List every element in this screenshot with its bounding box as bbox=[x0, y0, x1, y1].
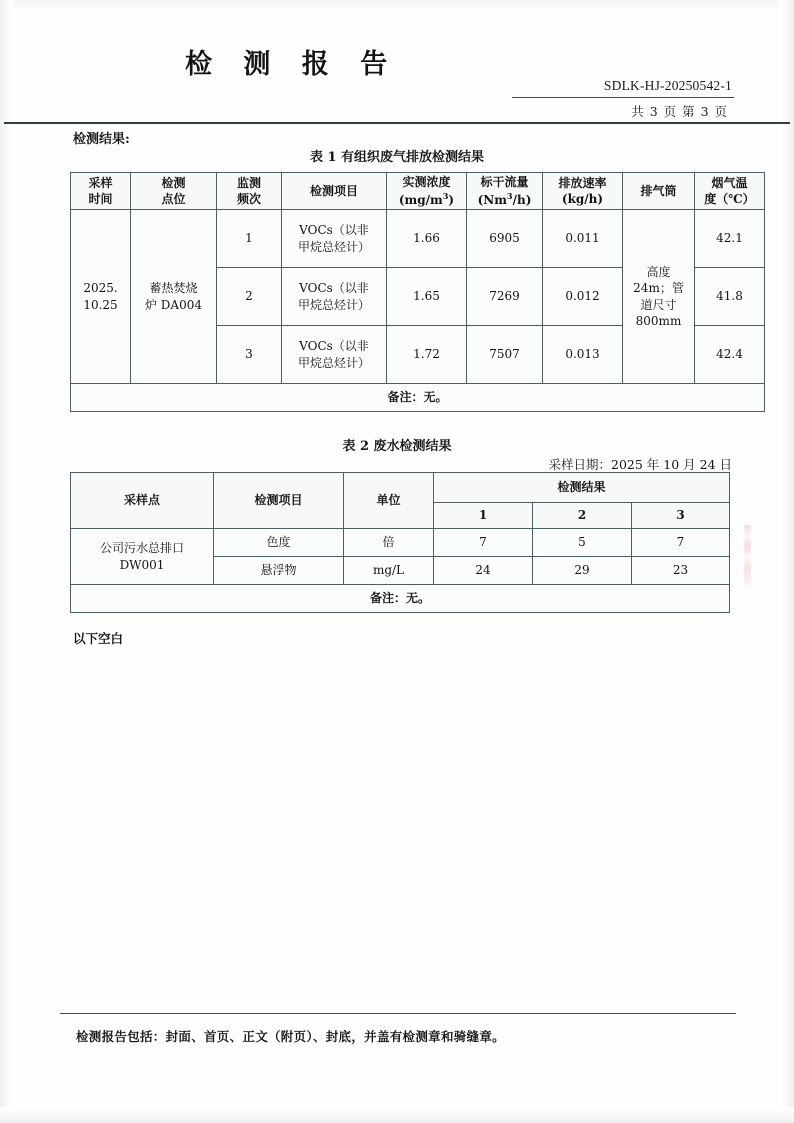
th-concentration-unit: $(mg/m^3)$ bbox=[398, 190, 455, 207]
header-divider bbox=[4, 122, 790, 124]
td-wastewater-r2: 5 bbox=[533, 529, 632, 557]
th-frequency-line2: 频次 bbox=[236, 192, 261, 207]
td-wastewater-item: 悬浮物 bbox=[214, 557, 344, 585]
td-wastewater-item: 色度 bbox=[214, 529, 344, 557]
td-frequency: 2 bbox=[217, 268, 282, 326]
table1-remark-row bbox=[71, 384, 765, 412]
td-stack-spec bbox=[623, 210, 695, 384]
th-sampling-point-line2: 点位 bbox=[161, 192, 186, 207]
page-count: 共 3 页 第 3 页 bbox=[631, 104, 728, 119]
th-wastewater-unit: 单位 bbox=[344, 473, 434, 529]
sampling-point-line1: 蓄热焚烧 bbox=[149, 281, 198, 296]
test-item-line1: VOCs（以非 bbox=[299, 281, 369, 296]
td-concentration: 1.65 bbox=[387, 268, 467, 326]
td-standard-flow: 7507 bbox=[467, 326, 543, 384]
th-frequency bbox=[217, 173, 282, 210]
page-edge-right-shadow bbox=[778, 0, 794, 1123]
blank-below-note: 以下空白 bbox=[73, 631, 124, 646]
th-sampling-point bbox=[131, 173, 217, 210]
stack-spec-line2: 24m；管 bbox=[633, 281, 684, 296]
th-test-item: 检测项目 bbox=[282, 173, 387, 210]
report-number-underline bbox=[512, 97, 734, 98]
stack-spec-line3: 道尺寸 bbox=[640, 297, 677, 312]
td-standard-flow: 7269 bbox=[467, 268, 543, 326]
td-wastewater-r2: 29 bbox=[533, 557, 632, 585]
th-concentration-line1: 实测浓度 bbox=[402, 175, 451, 189]
th-sampling-time-line1: 采样 bbox=[88, 175, 113, 190]
wastewater-point-line1: 公司污水总排口 bbox=[99, 540, 184, 555]
table2-header-row-1 bbox=[71, 473, 730, 503]
table1-caption: 表 1 有组织废气排放检测结果 bbox=[309, 150, 485, 165]
table2-caption: 表 2 废水检测结果 bbox=[342, 439, 452, 454]
td-wastewater-point bbox=[71, 529, 214, 585]
sampling-time-line2: 10.25 bbox=[83, 297, 118, 312]
th-emission-rate bbox=[543, 173, 623, 210]
footer-note: 检测报告包括：封面、首页、正文（附页）、封底，并盖有检测章和骑缝章。 bbox=[76, 1029, 505, 1044]
th-sampling-time-line2: 时间 bbox=[88, 192, 113, 207]
td-test-item bbox=[282, 210, 387, 268]
th-wastewater-point: 采样点 bbox=[71, 473, 214, 529]
th-gas-temperature-line1: 烟气温 bbox=[711, 175, 748, 190]
th-emission-rate-line1: 排放速率 bbox=[558, 175, 607, 190]
table2-sample-date: 采样日期：2025 年 10 月 24 日 bbox=[548, 457, 732, 472]
th-result-1: 1 bbox=[434, 503, 533, 529]
page-title: 检 测 报 告 bbox=[185, 49, 399, 80]
wastewater-point-line2: DW001 bbox=[119, 557, 165, 572]
td-wastewater-r3: 23 bbox=[632, 557, 730, 585]
table1-remark: 备注：无。 bbox=[71, 384, 765, 412]
results-section-label: 检测结果: bbox=[73, 132, 130, 147]
td-frequency: 1 bbox=[217, 210, 282, 268]
td-gas-temperature: 42.1 bbox=[695, 210, 765, 268]
td-emission-rate: 0.012 bbox=[543, 268, 623, 326]
test-item-line1: VOCs（以非 bbox=[299, 339, 369, 354]
page-edge-top-shadow bbox=[0, 0, 794, 12]
test-item-line2: 甲烷总烃计） bbox=[297, 355, 370, 370]
test-item-line2: 甲烷总烃计） bbox=[297, 239, 370, 254]
table2-remark: 备注：无。 bbox=[71, 585, 730, 613]
report-number: SDLK-HJ-20250542-1 bbox=[603, 78, 732, 93]
td-frequency: 3 bbox=[217, 326, 282, 384]
th-emission-rate-line2: (kg/h) bbox=[561, 192, 604, 207]
td-wastewater-r1: 24 bbox=[434, 557, 533, 585]
table-row bbox=[71, 529, 730, 557]
seal-stamp-smudge bbox=[744, 525, 751, 587]
wastewater-results-table bbox=[70, 472, 730, 613]
sampling-point-line2: 炉 DA004 bbox=[144, 297, 202, 312]
th-sampling-time bbox=[71, 173, 131, 210]
th-standard-flow bbox=[467, 173, 543, 210]
th-result-3: 3 bbox=[632, 503, 730, 529]
td-emission-rate: 0.011 bbox=[543, 210, 623, 268]
th-standard-flow-unit: (Nm$^3$/h) bbox=[477, 190, 532, 207]
td-sampling-time bbox=[71, 210, 131, 384]
td-concentration: 1.72 bbox=[387, 326, 467, 384]
td-test-item bbox=[282, 268, 387, 326]
table2-remark-row bbox=[71, 585, 730, 613]
td-wastewater-unit: 倍 bbox=[344, 529, 434, 557]
td-wastewater-r3: 7 bbox=[632, 529, 730, 557]
stack-spec-line1: 高度 bbox=[646, 264, 671, 279]
th-stack: 排气筒 bbox=[623, 173, 695, 210]
table-row bbox=[71, 210, 765, 268]
th-concentration bbox=[387, 173, 467, 210]
th-gas-temperature-line2: 度（℃） bbox=[704, 192, 755, 207]
page-edge-bottom-shadow bbox=[0, 1107, 794, 1123]
th-wastewater-results: 检测结果 bbox=[434, 473, 730, 503]
td-gas-temperature: 42.4 bbox=[695, 326, 765, 384]
th-wastewater-item: 检测项目 bbox=[214, 473, 344, 529]
td-test-item bbox=[282, 326, 387, 384]
td-concentration: 1.66 bbox=[387, 210, 467, 268]
stack-spec-line4: 800mm bbox=[635, 314, 682, 329]
th-gas-temperature bbox=[695, 173, 765, 210]
page-edge-left-shadow bbox=[0, 0, 14, 1123]
table1-header-row bbox=[71, 173, 765, 210]
th-result-2: 2 bbox=[533, 503, 632, 529]
td-wastewater-r1: 7 bbox=[434, 529, 533, 557]
test-item-line2: 甲烷总烃计） bbox=[297, 297, 370, 312]
th-standard-flow-line1: 标干流量 bbox=[480, 175, 529, 189]
test-item-line1: VOCs（以非 bbox=[299, 223, 369, 238]
td-emission-rate: 0.013 bbox=[543, 326, 623, 384]
th-frequency-line1: 监测 bbox=[236, 175, 261, 190]
footer-divider bbox=[60, 1013, 736, 1014]
td-sampling-point bbox=[131, 210, 217, 384]
th-sampling-point-line1: 检测 bbox=[161, 175, 186, 190]
exhaust-gas-results-table bbox=[70, 172, 765, 412]
td-wastewater-unit: mg/L bbox=[344, 557, 434, 585]
td-standard-flow: 6905 bbox=[467, 210, 543, 268]
sampling-time-line1: 2025. bbox=[83, 281, 118, 296]
td-gas-temperature: 41.8 bbox=[695, 268, 765, 326]
